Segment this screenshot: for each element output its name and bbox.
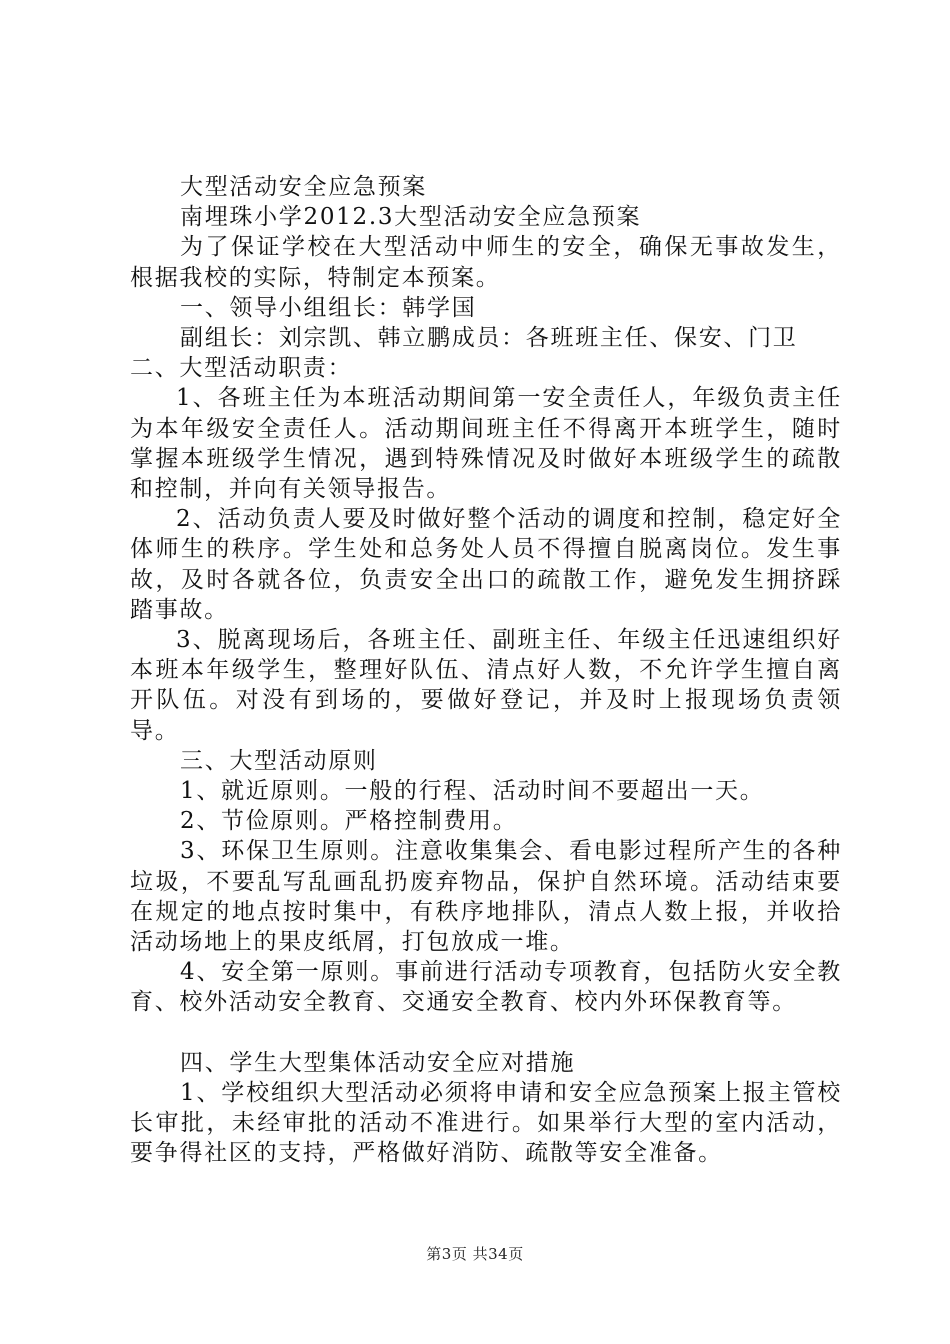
section-3-heading: 三、大型活动原则 bbox=[180, 747, 378, 774]
section-4-heading: 四、学生大型集体活动安全应对措施 bbox=[180, 1049, 576, 1076]
duty-paragraph-2: 2、活动负责人要及时做好整个活动的调度和控制，稳定好全体师生的秩序。学生处和总务处人员不得擅自脱离岗位。发生事故，及时各就各位，负责安全出口的疏散工作，避免发生拥挤踩踏事故。 bbox=[130, 506, 842, 623]
section-1-members: 副组长：刘宗凯、韩立鹏成员：各班班主任、保安、门卫 bbox=[180, 325, 798, 352]
duty-paragraph-3: 3、脱离现场后，各班主任、副班主任、年级主任迅速组织好本班本年级学生，整理好队伍、清点好人数，不允许学生擅自离开队伍。对没有到场的，要做好登记，并及时上报现场负责领导。 bbox=[130, 627, 842, 744]
measure-paragraph-1: 1、学校组织大型活动必须将申请和安全应急预案上报主管校长审批，未经审批的活动不准进行。如果举行大型的室内活动，要争得社区的支持，严格做好消防、疏散等安全准备。 bbox=[130, 1079, 842, 1167]
principle-paragraph-2: 2、节俭原则。严格控制费用。 bbox=[180, 808, 518, 835]
document-body bbox=[130, 172, 842, 1169]
document-subtitle: 南埋珠小学2012.3大型活动安全应急预案 bbox=[180, 204, 642, 231]
duty-paragraph-1: 1、各班主任为本班活动期间第一安全责任人，年级负责主任为本年级安全责任人。活动期间班主任不得离开本班学生，随时掌握本班级学生情况，遇到特殊情况及时做好本班级学生的疏散和控制，并向有关领导报告。 bbox=[130, 385, 842, 503]
principle-paragraph-1: 1、就近原则。一般的行程、活动时间不要超出一天。 bbox=[180, 778, 765, 805]
page-indicator: 第3页 共34页 bbox=[426, 1245, 524, 1263]
principle-paragraph-3: 3、环保卫生原则。注意收集集会、看电影过程所产生的各种垃圾，不要乱写乱画乱扔废弃物品，保护自然环境。活动结束要在规定的地点按时集中，有秩序地排队，清点人数上报，并收拾活动场地上的果皮纸屑，打包放成一堆。 bbox=[130, 838, 842, 956]
section-1-heading: 一、领导小组组长：韩学国 bbox=[180, 294, 477, 321]
intro-paragraph: 为了保证学校在大型活动中师生的安全，确保无事故发生，根据我校的实际，特制定本预案。 bbox=[130, 234, 842, 291]
document-title: 大型活动安全应急预案 bbox=[180, 174, 427, 200]
section-2-heading: 二、大型活动职责： bbox=[130, 355, 353, 382]
principle-paragraph-4: 4、安全第一原则。事前进行活动专项教育，包括防火安全教育、校外活动安全教育、交通安全教育、校内外环保教育等。 bbox=[130, 959, 842, 1016]
